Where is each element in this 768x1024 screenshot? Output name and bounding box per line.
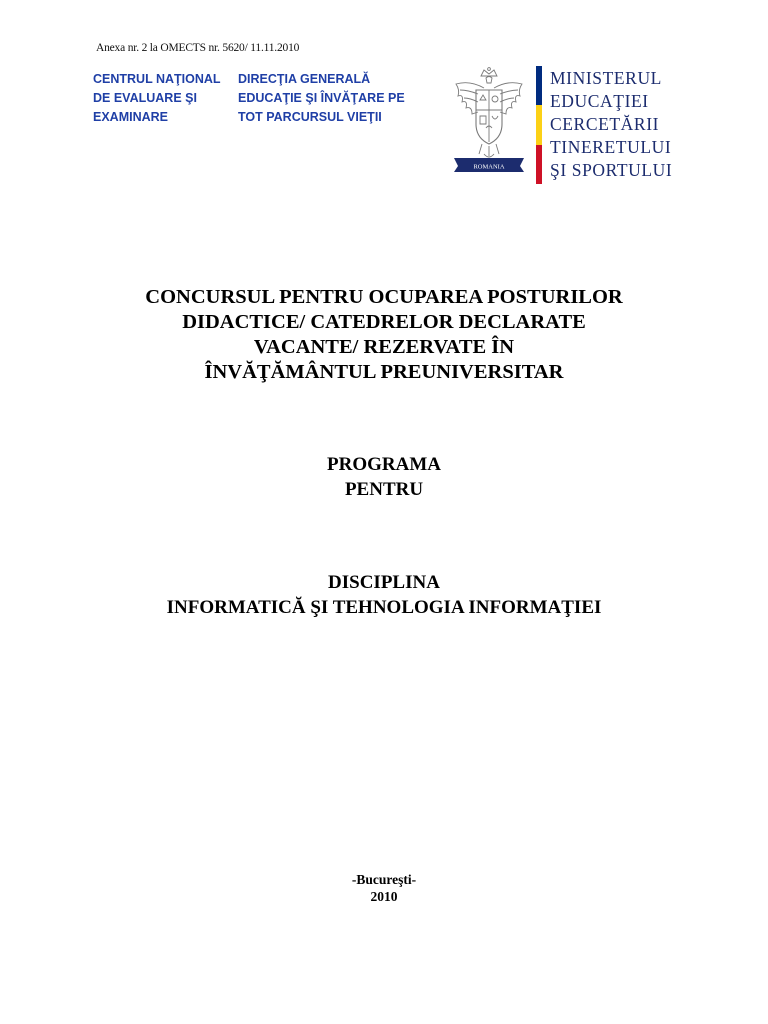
ministry-line: ŞI SPORTULUI	[550, 160, 673, 180]
coat-of-arms-icon	[448, 66, 530, 178]
org-cnee-line: EXAMINARE	[93, 110, 169, 124]
org-cnee-line: DE EVALUARE ŞI	[93, 91, 197, 105]
org-cnee-line: CENTRUL NAŢIONAL	[93, 72, 221, 86]
tricolor-red	[536, 145, 542, 184]
ministry-line: TINERETULUI	[550, 137, 672, 157]
annex-reference: Anexa nr. 2 la OMECTS nr. 5620/ 11.11.2010	[96, 42, 300, 54]
tricolor-bar	[536, 66, 542, 184]
tricolor-yellow	[536, 105, 542, 144]
year-text: 2010	[370, 889, 398, 904]
org-directorate-line: DIRECŢIA GENERALĂ	[238, 72, 371, 86]
place-text: -Bucureşti-	[351, 872, 417, 887]
ministry-line: CERCETĂRII	[550, 114, 660, 134]
ministry-name	[550, 67, 672, 182]
title-line: DIDACTICE/ CATEDRELOR DECLARATE	[182, 311, 586, 333]
title-line: CONCURSUL PENTRU OCUPAREA POSTURILOR	[145, 286, 623, 308]
org-cnee	[93, 70, 233, 127]
program-heading	[0, 452, 768, 502]
discipline-line: DISCIPLINA	[328, 572, 440, 593]
discipline-line: INFORMATICĂ ŞI TEHNOLOGIA INFORMAŢIEI	[166, 597, 602, 618]
org-directorate-line: EDUCAŢIE ŞI ÎNVĂŢARE PE	[238, 91, 405, 105]
program-line: PENTRU	[344, 479, 424, 500]
program-line: PROGRAMA	[327, 454, 441, 475]
crest-caption: ROMANIA	[473, 163, 505, 171]
org-directorate-line: TOT PARCURSUL VIEŢII	[238, 110, 382, 124]
ministry-line: MINISTERUL	[550, 68, 662, 88]
title-line: ÎNVĂŢĂMÂNTUL PREUNIVERSITAR	[204, 361, 564, 383]
title-line: VACANTE/ REZERVATE ÎN	[253, 336, 515, 358]
place-and-year	[0, 871, 768, 905]
tricolor-blue	[536, 66, 542, 105]
discipline-heading	[0, 570, 768, 620]
ministry-line: EDUCAŢIEI	[550, 91, 649, 111]
document-title	[0, 285, 768, 385]
org-directorate	[238, 70, 428, 127]
